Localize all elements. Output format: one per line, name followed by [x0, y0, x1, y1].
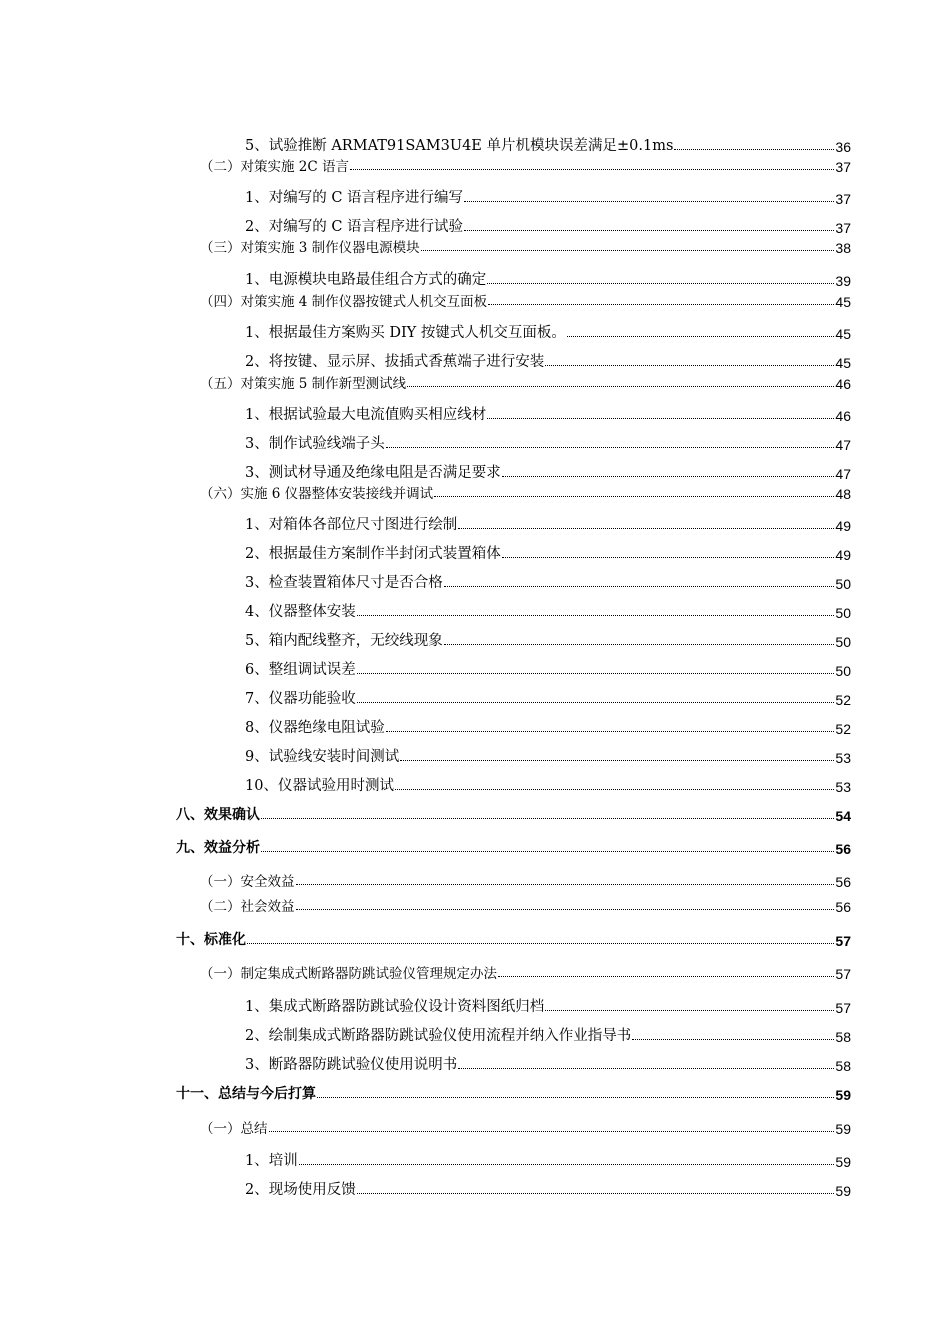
toc-entry-page-number: 59 [835, 1121, 851, 1137]
toc-entry-title: （四）对策实施 4 制作仪器按键式人机交互面板 [200, 294, 488, 310]
toc-entry-page-number: 57 [835, 966, 851, 982]
toc-entry[interactable] [245, 404, 851, 424]
toc-entry-page-number: 53 [835, 779, 851, 795]
toc-entry-title: （一）安全效益 [200, 874, 295, 890]
dot-leader [247, 943, 834, 944]
toc-entry-title: 5、箱内配线整齐，无绞线现象 [245, 633, 443, 649]
dot-leader [498, 976, 834, 977]
dot-leader [386, 731, 835, 732]
toc-entry-title: 3、断路器防跳试验仪使用说明书 [245, 1057, 458, 1073]
dot-leader [502, 557, 835, 558]
toc-entry-title: 1、根据试验最大电流值购买相应线材 [245, 407, 487, 423]
dot-leader [350, 169, 834, 170]
toc-entry-title: 1、对箱体各部位尺寸图进行绘制 [245, 517, 458, 533]
toc-entry[interactable] [245, 1179, 851, 1199]
toc-entry[interactable] [245, 351, 851, 371]
toc-entry[interactable] [200, 870, 851, 890]
toc-entry-page-number: 56 [835, 874, 851, 890]
dot-leader [395, 789, 834, 790]
dot-leader [261, 818, 834, 819]
toc-entry[interactable] [245, 601, 851, 621]
toc-entry-title: 6、整组调试误差 [245, 662, 356, 678]
dot-leader [434, 496, 834, 497]
toc-entry[interactable] [245, 514, 851, 534]
toc-entry-page-number: 59 [835, 1183, 851, 1199]
toc-entry-page-number: 57 [835, 933, 851, 949]
toc-entry[interactable] [245, 996, 851, 1016]
toc-entry[interactable] [245, 717, 851, 737]
toc-entry-title: （六）实施 6 仪器整体安装接线并调试 [200, 486, 434, 502]
toc-entry-page-number: 48 [835, 486, 851, 502]
dot-leader [296, 884, 835, 885]
toc-entry-title: 1、电源模块电路最佳组合方式的确定 [245, 272, 487, 288]
dot-leader [317, 1097, 834, 1098]
dot-leader [357, 615, 835, 616]
toc-entry-page-number: 45 [835, 355, 851, 371]
toc-entry-page-number: 57 [835, 1000, 851, 1016]
dot-leader [464, 201, 834, 202]
toc-entry-title: （三）对策实施 3 制作仪器电源模块 [200, 240, 420, 256]
toc-entry[interactable] [245, 543, 851, 563]
toc-entry-page-number: 50 [835, 576, 851, 592]
toc-entry-page-number: 49 [835, 547, 851, 563]
dot-leader [400, 760, 834, 761]
toc-entry-title: （一）制定集成式断路器防跳试验仪管理规定办法 [200, 966, 497, 982]
dot-leader [567, 336, 835, 337]
dot-leader [269, 1131, 835, 1132]
toc-entry-title: 2、现场使用反馈 [245, 1182, 356, 1198]
dot-leader [444, 644, 835, 645]
toc-entry-page-number: 37 [835, 159, 851, 175]
toc-entry[interactable] [245, 1025, 851, 1045]
toc-entry[interactable] [200, 962, 851, 982]
dot-leader [386, 447, 835, 448]
toc-entry-title: 3、检查装置箱体尺寸是否合格 [245, 575, 443, 591]
dot-leader [545, 365, 834, 366]
dot-leader [444, 586, 835, 587]
toc-entry[interactable] [245, 269, 851, 289]
toc-entry[interactable] [176, 1083, 851, 1103]
toc-entry-page-number: 45 [835, 326, 851, 342]
toc-entry[interactable] [176, 804, 851, 824]
toc-entry-title: 10、仪器试验用时测试 [245, 778, 394, 794]
toc-entry[interactable] [200, 1117, 851, 1137]
toc-entry[interactable] [200, 290, 851, 310]
toc-entry-page-number: 39 [835, 273, 851, 289]
toc-entry-title: 8、仪器绝缘电阻试验 [245, 720, 385, 736]
toc-entry-page-number: 53 [835, 750, 851, 766]
toc-entry-page-number: 37 [835, 220, 851, 236]
toc-entry-page-number: 49 [835, 518, 851, 534]
toc-entry-page-number: 50 [835, 605, 851, 621]
toc-entry-title: 1、培训 [245, 1153, 298, 1169]
dot-leader [458, 528, 834, 529]
toc-entry-page-number: 52 [835, 692, 851, 708]
dot-leader [407, 386, 834, 387]
toc-entry[interactable] [176, 837, 851, 857]
toc-entry-page-number: 56 [835, 899, 851, 915]
toc-entry-title: 2、绘制集成式断路器防跳试验仪使用流程并纳入作业指导书 [245, 1028, 632, 1044]
toc-entry-title: 2、将按键、显示屏、拔插式香蕉端子进行安装 [245, 354, 545, 370]
toc-entry[interactable] [176, 929, 851, 949]
dot-leader [487, 283, 834, 284]
toc-entry-page-number: 59 [835, 1154, 851, 1170]
toc-entry-title: 7、仪器功能验收 [245, 691, 356, 707]
toc-entry-title: 2、根据最佳方案制作半封闭式装置箱体 [245, 546, 501, 562]
toc-entry[interactable] [245, 775, 851, 795]
toc-entry-page-number: 47 [835, 437, 851, 453]
toc-entry-page-number: 38 [835, 240, 851, 256]
dot-leader [545, 1010, 834, 1011]
dot-leader [261, 851, 834, 852]
toc-entry[interactable] [245, 1150, 851, 1170]
toc-entry[interactable] [245, 688, 851, 708]
toc-entry-page-number: 37 [835, 191, 851, 207]
toc-entry-page-number: 45 [835, 294, 851, 310]
toc-entry-page-number: 58 [835, 1029, 851, 1045]
toc-entry[interactable] [245, 135, 851, 155]
toc-entry[interactable] [245, 462, 851, 482]
dot-leader [488, 304, 834, 305]
dot-leader [487, 418, 834, 419]
dot-leader [357, 1193, 835, 1194]
toc-entry[interactable] [200, 482, 851, 502]
toc-entry[interactable] [200, 155, 851, 175]
toc-entry[interactable] [245, 630, 851, 650]
toc-entry-page-number: 50 [835, 663, 851, 679]
toc-entry-page-number: 58 [835, 1058, 851, 1074]
toc-entry-title: 9、试验线安装时间测试 [245, 749, 400, 765]
toc-entry-title: 2、对编写的 C 语言程序进行试验 [245, 219, 464, 235]
toc-entry[interactable] [245, 746, 851, 766]
dot-leader [296, 909, 835, 910]
toc-entry[interactable] [245, 572, 851, 592]
dot-leader [357, 673, 835, 674]
toc-entry[interactable] [245, 187, 851, 207]
toc-entry-page-number: 54 [835, 808, 851, 824]
toc-entry-title: （二）对策实施 2C 语言 [200, 159, 350, 175]
toc-entry[interactable] [200, 895, 851, 915]
dot-leader [632, 1039, 834, 1040]
dot-leader [357, 702, 835, 703]
dot-leader [502, 476, 835, 477]
toc-entry[interactable] [200, 372, 851, 392]
toc-entry-title: 4、仪器整体安装 [245, 604, 356, 620]
toc-entry-title: 八、效果确认 [176, 807, 260, 823]
toc-entry-title: 十、标准化 [176, 932, 246, 948]
toc-entry[interactable] [245, 659, 851, 679]
toc-entry-page-number: 50 [835, 634, 851, 650]
toc-entry[interactable] [200, 236, 851, 256]
dot-leader [674, 149, 834, 150]
toc-entry-page-number: 52 [835, 721, 851, 737]
toc-entry-title: 3、制作试验线端子头 [245, 436, 385, 452]
toc-entry-title: 1、集成式断路器防跳试验仪设计资料图纸归档 [245, 999, 545, 1015]
toc-entry[interactable] [245, 1054, 851, 1074]
toc-entry-page-number: 56 [835, 841, 851, 857]
toc-entry-title: 九、效益分析 [176, 840, 260, 856]
dot-leader [299, 1164, 835, 1165]
toc-entry[interactable] [245, 433, 851, 453]
toc-entry-title: （二）社会效益 [200, 899, 295, 915]
toc-entry-title: 5、试验推断 ARMAT91SAM3U4E 单片机模块误差满足±0.1ms [245, 138, 674, 154]
toc-entry-title: 1、对编写的 C 语言程序进行编写 [245, 190, 464, 206]
toc-entry-page-number: 36 [835, 139, 851, 155]
toc-entry-page-number: 59 [835, 1087, 851, 1103]
toc-entry-page-number: 46 [835, 376, 851, 392]
toc-entry-title: 十一、总结与今后打算 [176, 1086, 316, 1102]
toc-entry[interactable] [245, 322, 851, 342]
toc-entry-page-number: 47 [835, 466, 851, 482]
dot-leader [458, 1068, 834, 1069]
toc-entry[interactable] [245, 216, 851, 236]
dot-leader [421, 250, 835, 251]
dot-leader [464, 230, 834, 231]
toc-entry-title: 1、根据最佳方案购买 DIY 按键式人机交互面板。 [245, 325, 566, 341]
toc-entry-title: （一）总结 [200, 1121, 268, 1137]
toc-entry-title: 3、测试材导通及绝缘电阻是否满足要求 [245, 465, 501, 481]
toc-entry-title: （五）对策实施 5 制作新型测试线 [200, 376, 407, 392]
toc-entry-page-number: 46 [835, 408, 851, 424]
